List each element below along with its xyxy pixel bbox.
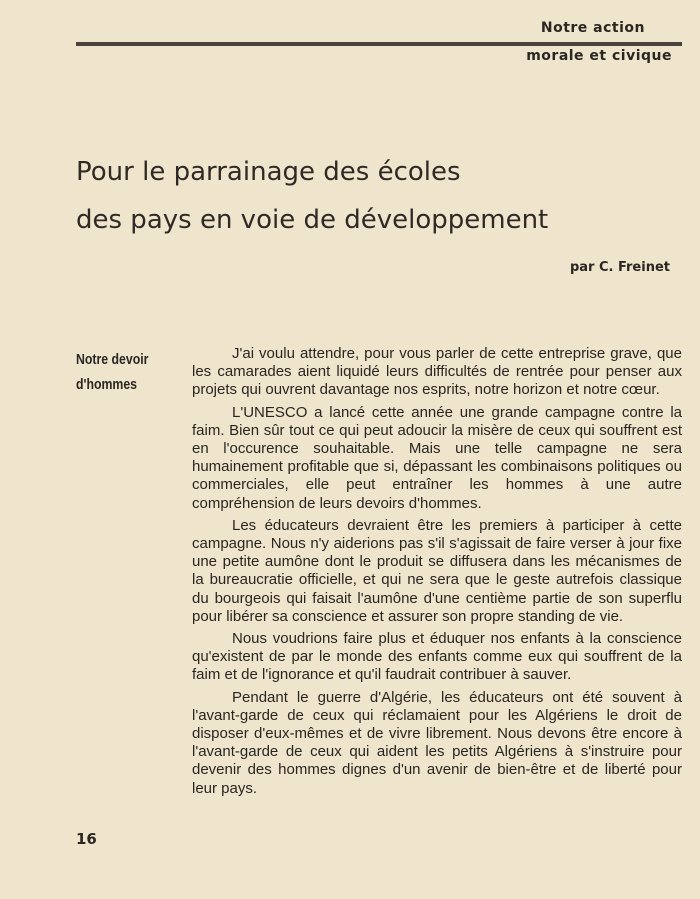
page-number: 16 <box>76 830 97 848</box>
paragraph: Les éducateurs devraient être les premiers à participer à cette campagne. Nous n'y aiderions pas s'il s'agissait de faire verser à jour fixe une petite aumône dont le produit se diffusera dans les mécanismes de la bureaucratie officielle, et qui ne sera que le geste autrefois classique du bourgeois qui faisait l'aumône d'une centième partie de son superflu pour libérer sa conscience et assurer son propre standing de vie. <box>192 516 682 625</box>
paragraph: J'ai voulu attendre, pour vous parler de cette entreprise grave, que les camarades aient liquidé leurs difficultés de rentrée pour penser aux projets qui ouvrent davantage nos esprits, notre horizon et notre cœur. <box>192 345 682 399</box>
article-title <box>76 148 636 244</box>
article-author: par C. Freinet <box>569 260 670 275</box>
side-heading: Notre devoir d'hommes <box>76 351 149 393</box>
title-line-2: des pays en voie de développement <box>76 205 549 235</box>
paragraph: L'UNESCO a lancé cette année une grande campagne contre la faim. Bien sûr tout ce qui peut adoucir la misère de ceux qui souffrent est en l'occurence souhaitable. Mais une telle campagne ne sera humainement profitable que si, dépassant les combinaisons politiques ou commerciales, elle peut entraîner les hommes à une autre compréhension de leurs devoirs d'hommes. <box>192 403 682 512</box>
section-subheader: morale et civique <box>526 48 672 64</box>
article-body <box>192 345 682 802</box>
paragraph: Nous voudrions faire plus et éduquer nos enfants à la conscience qu'existent de par le monde des enfants comme eux qui souffrent de la faim et de l'ignorance et qu'il faudrait contribuer à sauver. <box>192 630 682 684</box>
paragraph: Pendant le guerre d'Algérie, les éducateurs ont été souvent à l'avant-garde de ceux qui réclamaient pour les Algériens le droit de disposer d'eux-mêmes et de vivre librement. Nous devons être encore à l'avant-garde de ceux qui aident les petits Algériens à s'instruire pour devenir des hommes dignes d'un avenir de bien-être et de liberté pour leur pays. <box>192 688 682 797</box>
section-header: Notre action <box>540 20 645 36</box>
header-rule <box>76 42 682 46</box>
title-line-1: Pour le parrainage des écoles <box>76 157 461 187</box>
